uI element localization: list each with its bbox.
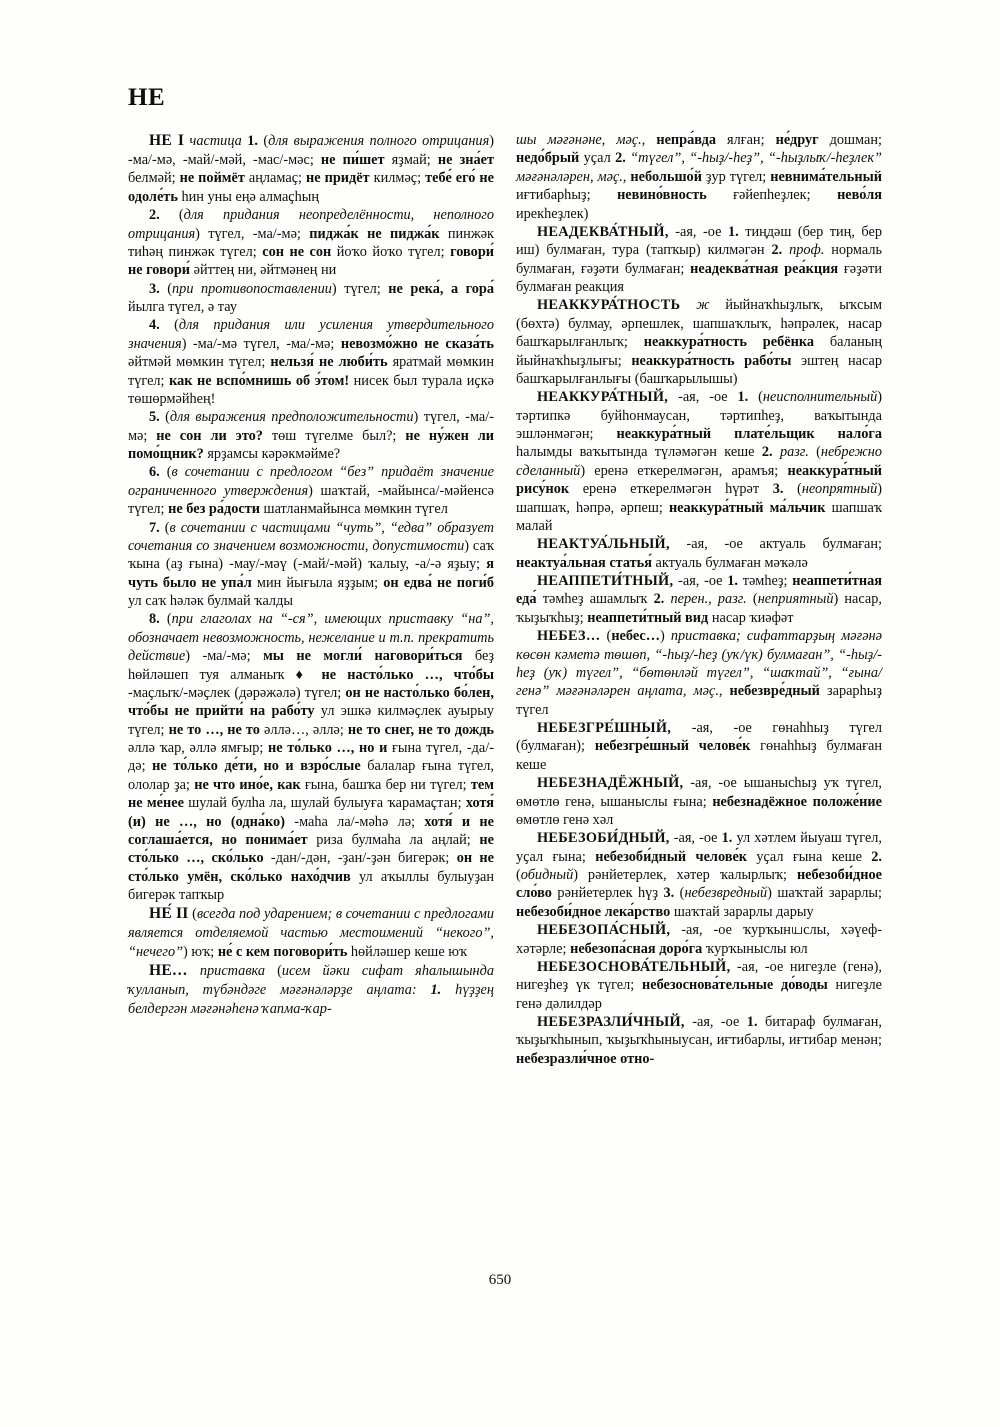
page-number: 650 bbox=[488, 1272, 512, 1288]
dictionary-entry: НЕАККУРА́ТНЫЙ, -ая, -ое 1. (неисполнительный) тәртипкә буйһонмаусан, тәртипһеҙ, ваҡытында эшләнмәгән; неаккура́тный плате́льщик нало́га һалымды ваҡытында түләмәгән кеше 2. разг. (небрежно сделанный) еренә еткерелмәгән, арамъя; неаккура́тный рису́нок еренә еткерелмәгән һүрәт 3. (неопрятный) шапшаҡ, һәпрә, әрпеш; неаккура́тный ма́льчик шапшаҡ малай bbox=[516, 389, 883, 534]
dictionary-entry: шы мәғәнәне, мәҫ., непра́вда ялған; не́друг дошман; недо́брый уҫал 2. “түгел”, “-һыҙ/-һеҙ”, “-һыҙлыҡ/-һеҙлек” мәғәнәләрен, мәҫ., небольшо́й ҙур түгел; невнима́тельный иғтибарһыҙ; невино́вность ғәйепһеҙлек; нево́ля ирекһеҙлек) bbox=[516, 132, 883, 222]
dictionary-entry: НЕБЕЗОБИ́ДНЫЙ, -ая, -ое 1. ул хәтлем йыуаш түгел, уҫал ғына; небезоби́дный челове́к уҫал ғына кеше 2. (обидный) рәнйетерлек, хәтер ҡалырлыҡ; небезоби́дное сло́во рәнйетерлек һүҙ 3. (небезвредный) шаҡтай зарарлы; небезоби́дное лека́рство шаҡтай зарарлы дарыу bbox=[516, 830, 882, 920]
dictionary-entry: НЕБЕЗ… (небес…) приставка; сифаттарҙың мәғәнә көсөн кәметә төшөп, “-һыҙ/-һеҙ (уҡ/үк) булмаған”, “-һыҙ/-һеҙ (уҡ) түгел”, “бөтөнләй түгел”, “шаҡтай”, “ғына/генә” мәғәнәләрен аңлата, мәҫ., небезвре́дный зарарһыҙ түгел bbox=[516, 628, 882, 718]
dictionary-entry: 7. (в сочетании с частицами “чуть”, “едва” образует сочетания со значением возможности, допустимости) саҡ ҡына (аҙ ғына) -мау/-мәү (-май/-мәй) ҡалыу, -а/-ә яҙыу; я чуть было не упа́л мин йығыла яҙҙым; он едва́ не поги́б ул саҡ һәләк булмай ҡалды bbox=[128, 519, 494, 610]
dictionary-entry: НЕ́ II (всегда под ударением; в сочетании с предлогами является отделяемой частью местоимений “некого”, “нечего”) юҡ; не́ с кем поговори́ть һөйләшер кеше юҡ bbox=[128, 905, 495, 960]
dictionary-entry: НЕБЕЗОСНОВА́ТЕЛЬНЫЙ, -ая, -ое нигеҙле (генә), нигеҙһеҙ үк түгел; небезоснова́тельные до́воды нигеҙле генә дәлилдәр bbox=[516, 958, 882, 1012]
dictionary-entry: 8. (при глаголах на “-ся”, имеющих приставку “на”, обозначает невозможность, нежелание и т.п. прекратить действие) -ма/-мә; мы не могли́ наговори́ться беҙ һөйләшеп туя алманыҡ ♦ не насто́лько …, что́бы -маҫлыҡ/-мәҫлек (дәрәжәлә) түгел; он не насто́лько бо́лен, что́бы не прийти́ на рабо́ту ул эшкә килмәҫлек ауырыу түгел; не то …, не то әллә…, әллә; не то снег, не то дождь әллә ҡар, әллә ямғыр; не то́лько …, но и ғына түгел, -да/-дә; не то́лько де́ти, но и взро́слые балалар ғына түгел, ололар ҙа; не что ино́е, как ғына, башҡа бер ни түгел; тем не ме́нее шулай булһа ла, шулай булыуға ҡарамаҫтан; хотя́ (и) не …, но (одна́ко) -маһа ла/-мәһә лә; хотя́ и не соглаша́ется, но понима́ет риза булмаһа ла аңлай; не сто́лько …, ско́лько -дан/-дән, -ҙан/-ҙән бигерәк; он не сто́лько умён, ско́лько нахо́дчив ул аҡыллы булыуҙан бигерәк тапҡыр bbox=[128, 611, 495, 904]
right-text-column bbox=[516, 131, 882, 1261]
dictionary-entry: НЕАККУРА́ТНОСТЬ ж йыйнаҡһыҙлыҡ, ыҡсым (бөхтә) булмау, әрпешлек, шапшаҡлыҡ, һәпрәлек, насар башҡарылғанлыҡ; неаккура́тность ребёнка баланың йыйнаҡһыҙлығы; неаккура́тность рабо́ты эштең насар башҡарылғанлығы (башҡарылышы) bbox=[516, 297, 882, 387]
dictionary-entry: НЕАППЕТИ́ТНЫЙ, -ая, -ое 1. тәмһеҙ; неаппети́тная еда́ тәмһеҙ ашамлыҡ 2. перен., разг. (неприятный) насар, ҡыҙыҡһыҙ; неаппети́тный вид насар ҡиәфәт bbox=[516, 573, 882, 626]
dictionary-entry: НЕ… приставка (исем йәки сифат яһалышында ҡулланып, түбәндәге мәғәнәләрҙе аңлата: 1. һүҙҙең белдергән мәғәнәһенә ҡапма-ҡар- bbox=[128, 962, 494, 1017]
dictionary-entry: 4. (для придания или усиления утвердительного значения) -ма/-мә түгел, -ма/-мә; невозмо́жно не сказа́ть әйтмәй мөмкин түгел; нельзя́ не люби́ть яратмай мөмкин түгел; как не вспо́мнишь об э́том! нисек был турала иҫкә төшөрмәйһең! bbox=[128, 317, 494, 407]
dictionary-entry: НЕАДЕКВА́ТНЫЙ, -ая, -ое 1. тиңдәш (бер тиң, бер иш) булмаған, тура (тапҡыр) килмәгән 2. проф. нормаль булмаған, ғәҙәти булмаған; неадеква́тная реа́кция ғәҙәти булмаған реакция bbox=[516, 223, 883, 295]
dictionary-entry: 2. (для придания неопределённости, неполного отрицания) түгел, -ма/-мә; пиджа́к не пиджа́к пинжәк тиһәң пинжәк түгел; сон не сон йоҡо йоҡо түгел; говори́ не говори́ әйттең ни, әйтмәнең ни bbox=[128, 207, 495, 279]
dictionary-entry: 3. (при противопоставлении) түгел; не река́, а гора́ йылга түгел, ә тау bbox=[128, 280, 494, 316]
dictionary-entry: 6. (в сочетании с предлогом “без” придаёт значение ограниченного утверждения) шаҡтай, -майынса/-мәйенсә түгел; не без ра́дости шатланмайынса мөмкин түгел bbox=[128, 464, 494, 518]
left-text-column bbox=[128, 131, 494, 1261]
two-column-text-body bbox=[128, 131, 903, 1261]
dictionary-entry: НЕБЕЗОПА́СНЫЙ, -ая, -ое ҡурҡынயслы, хәүеф-хәтәрле; небезопа́сная доро́га ҡурҡыныслы юл bbox=[516, 922, 882, 957]
dictionary-entry: НЕБЕЗРАЗЛИ́ЧНЫЙ, -ая, -ое 1. битараф булмаған, ҡыҙыҡһынып, ҡыҙыҡһыныусан, иғтибарлы, иғтибар менән; небезразли́чное отно- bbox=[516, 1014, 882, 1067]
dictionary-entry: НЕБЕЗГРЕ́ШНЫЙ, -ая, -ое гөнаһһыҙ түгел (булмаған); небезгре́шный челове́к гөнаһһыҙ булмаған кеше bbox=[516, 720, 883, 773]
dictionary-entry: НЕАКТУА́ЛЬНЫЙ, -ая, -ое актуаль булмаған; неактуа́льная статья́ актуаль булмаған мәҡәлә bbox=[516, 536, 882, 571]
dictionary-entry: 5. (для выражения предположительности) түгел, -ма/-мә; не сон ли это? төш түгелме был?; не ну́жен ли помо́щник? ярҙамсы кәрәкмәйме? bbox=[128, 409, 495, 463]
dictionary-entry: НЕ I частица 1. (для выражения полного отрицания) -ма/-мә, -май/-мәй, -мас/-мәс; не пи́шет яҙмай; не зна́ет белмәй; не поймёт аңламаҫ; не придёт килмәҫ; тебе́ его́ не одоле́ть һин уны еңә алмаҫһың bbox=[128, 132, 495, 205]
dictionary-entry: НЕБЕЗНАДЁЖНЫЙ, -ая, -ое ышанысһыҙ уҡ түгел, өмөтлө генә, ышаныслы ғына; небезнадёжное положе́ние өмөтлө генә хәл bbox=[516, 775, 882, 828]
page-header-guideword: НЕ bbox=[128, 84, 166, 111]
